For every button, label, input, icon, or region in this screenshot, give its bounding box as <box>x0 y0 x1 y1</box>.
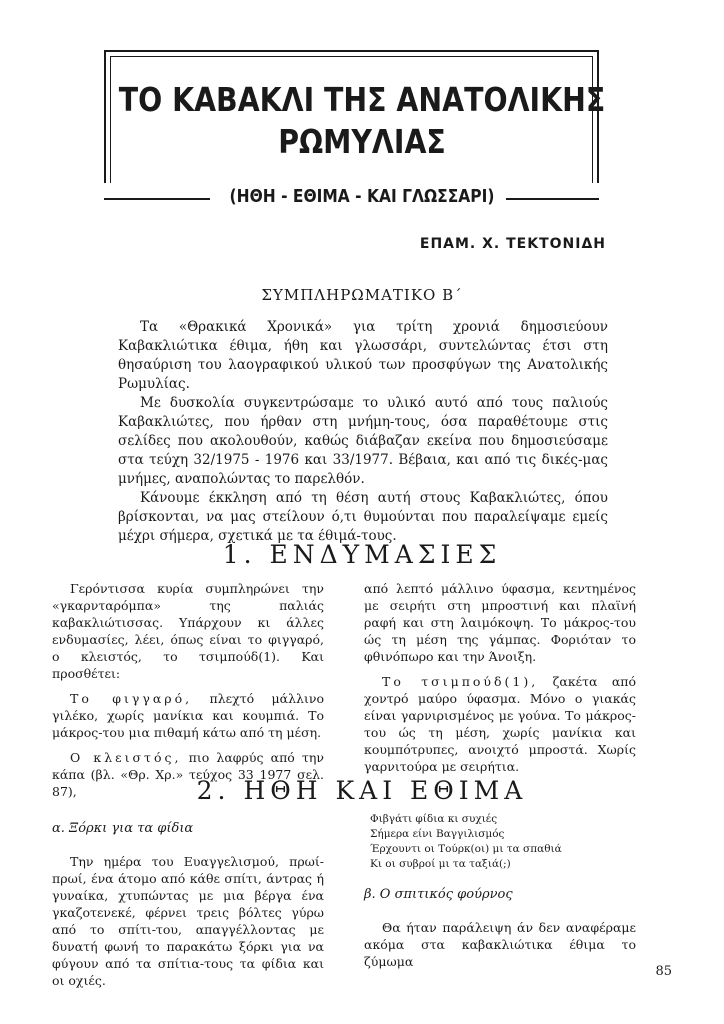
verse-line: Σήμερα είνι Βαγγιλισμός <box>370 828 505 840</box>
term-description: πιο λαφρύς από την κάπα (βλ. «Θρ. Χρ.» τεύχος 33 1977 σελ. 87), <box>52 750 324 799</box>
section-1-right-column <box>364 580 636 783</box>
term: Το τσιμπούδ(1), <box>382 674 539 689</box>
term-description: πλεχτό μάλλινο γιλέκο, χωρίς μανίκια και κουμπιά. Το μάκρος-του μια πιθαμή κάτω από τη μέση. <box>52 691 324 740</box>
subsection-heading: β. Ο σπιτικός φούρνος <box>364 887 513 902</box>
section-1-left-column <box>52 580 324 808</box>
paragraph: Θα ήταν παράλειψη άν δεν αναφέραμε ακόμα στα καβακλιώτικα έθιμα το ζύμωμα <box>364 920 636 969</box>
title-line-2: ΡΩΜΥΛΙΑΣ <box>278 122 446 161</box>
incantation-verse <box>370 812 636 872</box>
verse-line: Έρχουντι οι Τούρκ(οι) μι τα σπαθιά <box>370 843 562 855</box>
section-2-left-column <box>52 820 324 997</box>
supplement-heading: ΣΥΜΠΛΗΡΩΜΑΤΙΚΟ Β΄ <box>261 286 463 304</box>
author: ΕΠΑΜ. Χ. ΤΕΚΤΟΝΙΔΗ <box>419 236 606 252</box>
paragraph: Την ημέρα του Ευαγγελισμού, πρωί-πρωί, ένα άτομο από κάθε σπίτι, άντρας ή γυναίκα, χτυπώντας με μια βέργα ένα γκαζοτενεκέ, φέρνει τρεις βόλτες γύρω από το σπίτι-του, απαγγέλλοντας με δυνατή φωνή το παρακάτω ξόρκι για να φύγουν από τα σπίτια-τους τα φίδια και οι οχιές. <box>52 854 324 988</box>
intro-paragraph: Με δυσκολία συγκεντρώσαμε το υλικό αυτό από τους παλιούς Καβακλιώτες, που ήρθαν στη μνήμη-τους, όσα παραθέτουμε στις σελίδες που ακολουθούν, καθώς διάβαζαν εκείνα που δημοσιεύσαμε στα τεύχη 32/1975 - 1976 και 33/1977. Βέβαια, και από τις δικές-μας μνήμες, αναπολώντας το παρελθόν. <box>118 395 608 487</box>
verse-line: Κι οι συβροί μι τα ταξιά(;) <box>370 858 511 870</box>
paragraph: Γερόντισσα κυρία συμπληρώνει την «γκαρνταρόμπα» της παλιάς καβακλιώτισσας. Υπάρχουν κι άλλες ενδυμασίες, λέει, όπως είναι το φιγγαρό, ο κλειστός, το τσιμπούδ(1). Και προσθέτει: <box>52 581 324 681</box>
section-2-right-column <box>364 812 636 978</box>
term: Το φιγγαρό, <box>70 691 193 706</box>
intro-paragraph: Κάνουμε έκκληση από τη θέση αυτή στους Καβακλιώτες, όπου βρίσκονται, να μας στείλουν ό,τι θυμούνται που παραλείψαμε εμείς μέχρι σήμερα, σχετικά με τα έθιμά-τους. <box>118 490 608 544</box>
section-1-heading: 1. ΕΝΔΥΜΑΣΙΕΣ <box>222 540 502 569</box>
subtitle: (ΗΘΗ - ΕΘΙΜΑ - ΚΑΙ ΓΛΩΣΣΑΡΙ) <box>229 186 495 207</box>
intro-text <box>118 318 608 546</box>
paragraph <box>364 673 636 775</box>
intro-paragraph: Τα «Θρακικά Χρονικά» για τρίτη χρονιά δημοσιεύουν Καβακλιώτικα έθιμα, ήθη και γλωσσάρι, συντελώντας έτσι στη θησαύριση του λαογραφικού υλικού των προσφύγων της Ανατολικής Ρωμυλίας. <box>118 319 608 392</box>
paragraph: από λεπτό μάλλινο ύφασμα, κεντημένος με σειρήτι στη μπροστινή και πλαϊνή ραφή και στη λαιμόκοψη. Το μάκρος-του ώς τη μέση της γάμπας. Φοριόταν το φθινόπωρο και την Άνοιξη. <box>364 581 636 664</box>
page-number: 85 <box>655 964 672 979</box>
section-2-heading: 2. ΗΘΗ ΚΑΙ ΕΘΙΜΑ <box>196 776 528 805</box>
term-description: ζακέτα από χοντρό μαύρο ύφασμα. Μόνο ο γιακάς είναι γαρνιρισμένος με γούνα. Το μάκρος-του ώς τη μέση, χωρίς μανίκια και κουμπότρυπες, ανοιχτό μπροστά. Χωρίς γαρνιτούρα με σειρήτια. <box>364 674 637 774</box>
subsection-heading: α. Ξόρκι για τα φίδια <box>52 821 194 836</box>
title-line-1: ΤΟ ΚΑΒΑΚΛΙ ΤΗΣ ΑΝΑΤΟΛΙΚΗΣ <box>118 80 606 119</box>
term: Ο κλειστός, <box>70 750 182 765</box>
paragraph <box>52 690 324 741</box>
verse-line: Φιβγάτι φίδια κι συχιές <box>370 813 498 825</box>
